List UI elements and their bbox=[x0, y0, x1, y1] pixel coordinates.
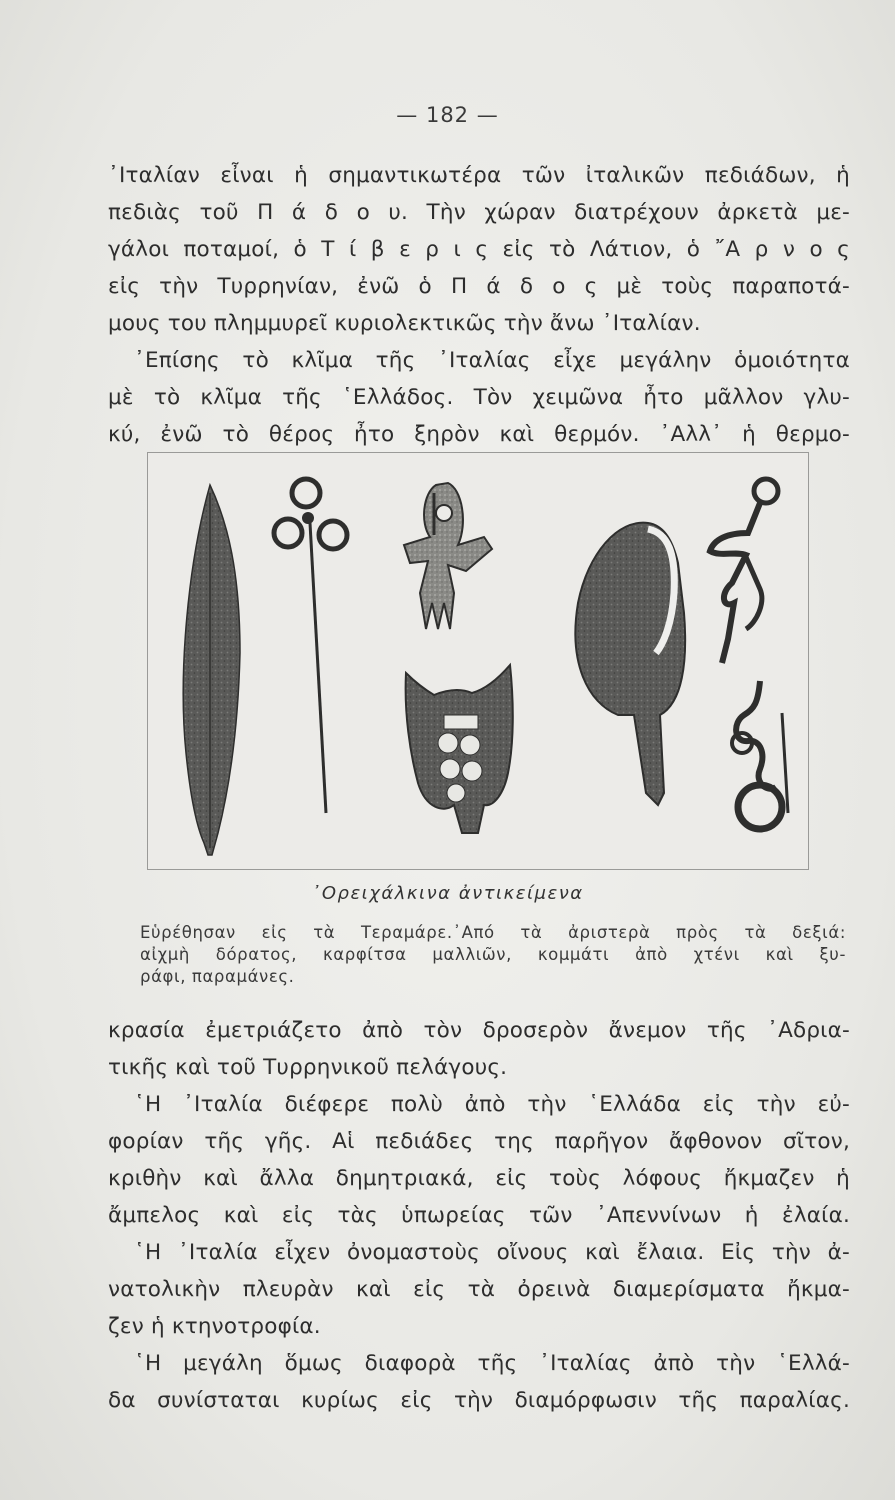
page-number: — 182 — bbox=[396, 103, 499, 127]
text-line: πεδιὰς τοῦ Π ά δ ο υ. Τὴν χώραν διατρέχουν ἀρκετὰ με- bbox=[108, 200, 850, 225]
figure-caption-title: ᾿Ορειχάλκινα ἀντικείμενα bbox=[311, 883, 584, 904]
text-block-top bbox=[108, 157, 850, 453]
text-line: ἄμπελος καὶ εἰς τὰς ὑπωρείας τῶν ᾿Απεννίνων ἡ ἐλαία. bbox=[108, 1203, 850, 1228]
text-line: κύ, ἐνῶ τὸ θέρος ἦτο ξηρὸν καὶ θερμόν. ᾿Αλλ᾿ ἡ θερμο- bbox=[108, 422, 850, 447]
text-line: ζεν ἡ κτηνοτροφία. bbox=[108, 1314, 321, 1339]
text-line: τικῆς καὶ τοῦ Τυρρηνικοῦ πελάγους. bbox=[108, 1055, 508, 1080]
text-line: μὲ τὸ κλῖμα τῆς ῾Ελλάδος. Τὸν χειμῶνα ἦτο μᾶλλον γλυ- bbox=[108, 385, 850, 410]
text-line: ᾿Επίσης τὸ κλῖμα τῆς ᾿Ιταλίας εἶχε μεγάλην ὁμοιότητα bbox=[134, 348, 850, 373]
text-line: ῾Η μεγάλη ὅμως διαφορὰ τῆς ᾿Ιταλίας ἀπὸ τὴν ῾Ελλά- bbox=[134, 1351, 850, 1376]
text-line: μους του πλημμυρεῖ κυριολεκτικῶς τὴν ἄνω ᾿Ιταλίαν. bbox=[108, 311, 701, 336]
bronze-objects-illustration bbox=[148, 453, 808, 869]
text-line: νατολικὴν πλευρὰν καὶ εἰς τὰ ὀρεινὰ διαμερίσματα ἤκμα- bbox=[108, 1277, 850, 1302]
text-block-bottom bbox=[108, 1012, 850, 1419]
bronze-objects-photo bbox=[147, 452, 809, 870]
caption-line: ράφι, παραμάνες. bbox=[140, 967, 295, 986]
text-line: κριθὴν καὶ ἄλλα δημητριακά, εἰς τοὺς λόφους ἤκμαζεν ἡ bbox=[108, 1166, 850, 1191]
caption-line: αἰχμὴ δόρατος, καρφίτσα μαλλιῶν, κομμάτι ἀπὸ χτένι καὶ ξυ- bbox=[140, 945, 846, 964]
text-line: ῾Η ᾿Ιταλία διέφερε πολὺ ἀπὸ τὴν ῾Ελλάδα εἰς τὴν εὐ- bbox=[134, 1092, 850, 1117]
text-line: γάλοι ποταμοί, ὁ Τ ί β ε ρ ι ς εἰς τὸ Λάτιον, ὁ ῎Α ρ ν ο ς bbox=[108, 237, 850, 262]
text-line: κρασία ἐμετριάζετο ἀπὸ τὸν δροσερὸν ἄνεμον τῆς ᾿Αδρια- bbox=[108, 1018, 850, 1043]
figure-caption bbox=[140, 922, 846, 988]
caption-line: Εὑρέθησαν εἰς τὰ Τεραμάρε.᾿Από τὰ ἀριστερὰ πρὸς τὰ δεξιά: bbox=[140, 923, 846, 942]
text-line: ῾Η ᾿Ιταλία εἶχεν ὀνομαστοὺς οἴνους καὶ ἔλαια. Εἰς τὴν ἀ- bbox=[134, 1240, 850, 1265]
text-line: εἰς τὴν Τυρρηνίαν, ἐνῶ ὁ Π ά δ ο ς μὲ τοὺς παραποτά- bbox=[108, 274, 850, 299]
text-line: δα συνίσταται κυρίως εἰς τὴν διαμόρφωσιν τῆς παραλίας. bbox=[108, 1388, 850, 1413]
text-line: ᾿Ιταλίαν εἶναι ἡ σημαντικωτέρα τῶν ἰταλικῶν πεδιάδων, ἡ bbox=[108, 163, 850, 188]
text-line: φορίαν τῆς γῆς. Αἱ πεδιάδες της παρῆγον ἄφθονον σῖτον, bbox=[108, 1129, 850, 1154]
